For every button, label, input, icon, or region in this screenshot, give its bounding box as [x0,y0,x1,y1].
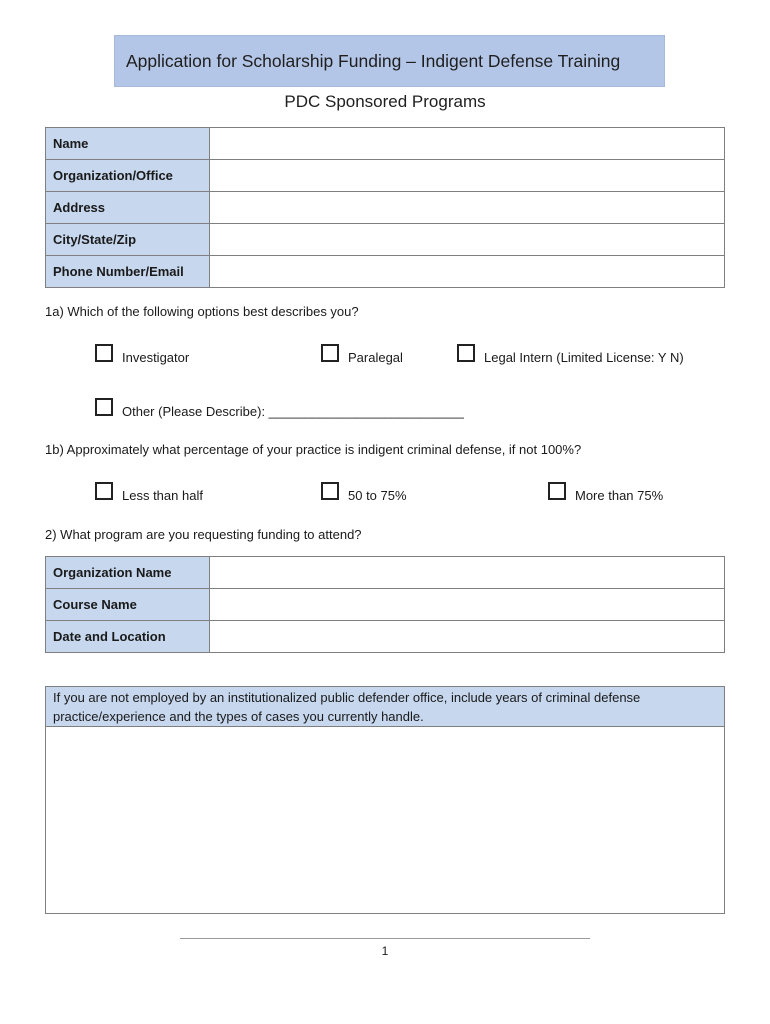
option-50-to-75[interactable] [321,482,407,503]
option-more-than-75[interactable] [548,482,664,503]
option-label: 50 to 75% [348,488,407,503]
question-2: 2) What program are you requesting funding to attend? [45,527,362,542]
option-label: Less than half [122,488,203,503]
name-label: Name [46,128,210,160]
phone-email-field[interactable] [210,256,725,288]
option-label: Legal Intern (Limited License: Y N) [484,350,684,365]
option-paralegal[interactable] [321,344,403,365]
legal-intern-checkbox[interactable] [457,344,475,362]
course-name-label: Course Name [46,589,210,621]
option-legal-intern[interactable] [457,344,684,365]
experience-prompt: If you are not employed by an institutionalized public defender office, include years of criminal defense practice/experience and the types of cases you currently handle. [46,687,724,727]
form-title-text: Application for Scholarship Funding – Indigent Defense Training [126,50,621,71]
form-subtitle: PDC Sponsored Programs [284,92,486,111]
table-row [46,621,725,653]
option-other[interactable] [95,398,464,419]
city-state-zip-label: City/State/Zip [46,224,210,256]
question-1b: 1b) Approximately what percentage of your practice is indigent criminal defense, if not 100%? [45,442,582,457]
option-label: Other (Please Describe): ___________________________ [122,404,464,419]
option-label: Paralegal [348,350,403,365]
page-number: 1 [381,944,389,958]
experience-section [45,686,725,914]
phone-email-label: Phone Number/Email [46,256,210,288]
form-title [114,35,665,87]
address-field[interactable] [210,192,725,224]
table-row [46,224,725,256]
table-row [46,256,725,288]
option-label: More than 75% [575,488,664,503]
organization-field[interactable] [210,160,725,192]
course-name-field[interactable] [210,589,725,621]
more-than-75-checkbox[interactable] [548,482,566,500]
other-checkbox[interactable] [95,398,113,416]
table-row [46,589,725,621]
address-label: Address [46,192,210,224]
table-row [46,128,725,160]
less-than-half-checkbox[interactable] [95,482,113,500]
paralegal-checkbox[interactable] [321,344,339,362]
table-row [46,192,725,224]
table-row [46,160,725,192]
option-investigator[interactable] [95,344,190,365]
organization-name-label: Organization Name [46,557,210,589]
footer-divider [180,938,590,939]
organization-label: Organization/Office [46,160,210,192]
option-less-than-half[interactable] [95,482,203,503]
question-1a: 1a) Which of the following options best describes you? [45,304,359,319]
organization-name-field[interactable] [210,557,725,589]
date-location-field[interactable] [210,621,725,653]
50-to-75-checkbox[interactable] [321,482,339,500]
investigator-checkbox[interactable] [95,344,113,362]
city-state-zip-field[interactable] [210,224,725,256]
applicant-info-table [45,127,725,288]
program-info-table [45,556,725,653]
date-location-label: Date and Location [46,621,210,653]
experience-field[interactable] [46,727,724,913]
option-label: Investigator [122,350,190,365]
table-row [46,557,725,589]
name-field[interactable] [210,128,725,160]
